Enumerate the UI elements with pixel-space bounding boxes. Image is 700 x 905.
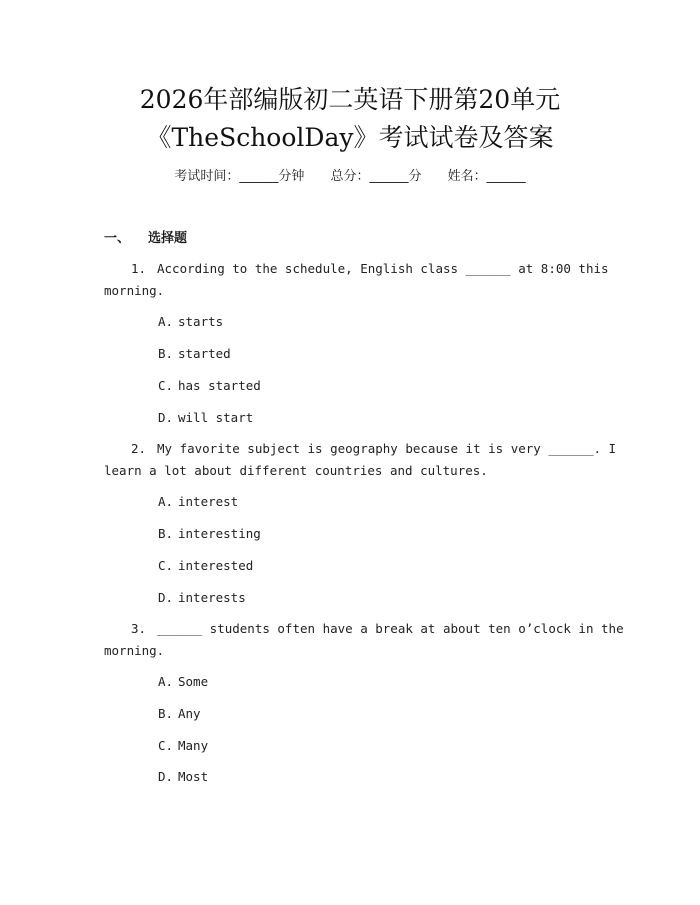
question-3-option-b: B. Any [158, 706, 201, 721]
section-title: 选择题 [148, 231, 188, 246]
question-2-text-line-2: learn a lot about different countries and cultures. [104, 463, 488, 478]
question-2-option-d: D. interests [158, 590, 246, 605]
question-3-number: 3. [131, 621, 147, 636]
question-2-stem: My favorite subject is geography because it is very ______. I [157, 441, 617, 456]
question-3-text-line-1 [131, 620, 624, 638]
question-1-option-a: A. starts [158, 314, 224, 329]
question-2-option-c: C. interested [158, 558, 254, 573]
document-title-line-1: 2026年部编版初二英语下册第20单元 [139, 85, 561, 114]
question-3-option-c: C. Many [158, 738, 209, 753]
question-1-option-d: D. will start [158, 410, 254, 425]
question-1-stem: According to the schedule, English class ______ at 8:00 this [157, 261, 609, 276]
question-2-option-b: B. interesting [158, 526, 261, 541]
question-1-text-line-1 [131, 260, 609, 278]
question-3-option-a: A. Some [158, 674, 209, 689]
question-3-stem: ______ students often have a break at about ten o’clock in the [157, 621, 624, 636]
question-1-number: 1. [131, 261, 147, 276]
question-1-option-b: B. started [158, 346, 231, 361]
student-name-field: 姓名：______ [447, 169, 526, 184]
question-2-text-line-1 [131, 440, 616, 458]
section-number: 一、 [104, 231, 131, 246]
question-1-text-line-2: morning. [104, 283, 165, 298]
question-1-option-c: C. has started [158, 378, 261, 393]
section-heading [104, 230, 187, 248]
question-3-text-line-2: morning. [104, 643, 165, 658]
exam-info-bar [0, 168, 700, 186]
exam-time-field: 考试时间：______分钟 [174, 169, 305, 184]
question-2-option-a: A. interest [158, 494, 239, 509]
document-title-line-2: 《TheSchoolDay》考试试卷及答案 [146, 123, 554, 152]
question-2-number: 2. [131, 441, 147, 456]
question-3-option-d: D. Most [158, 769, 209, 784]
total-score-field: 总分：______分 [330, 169, 422, 184]
